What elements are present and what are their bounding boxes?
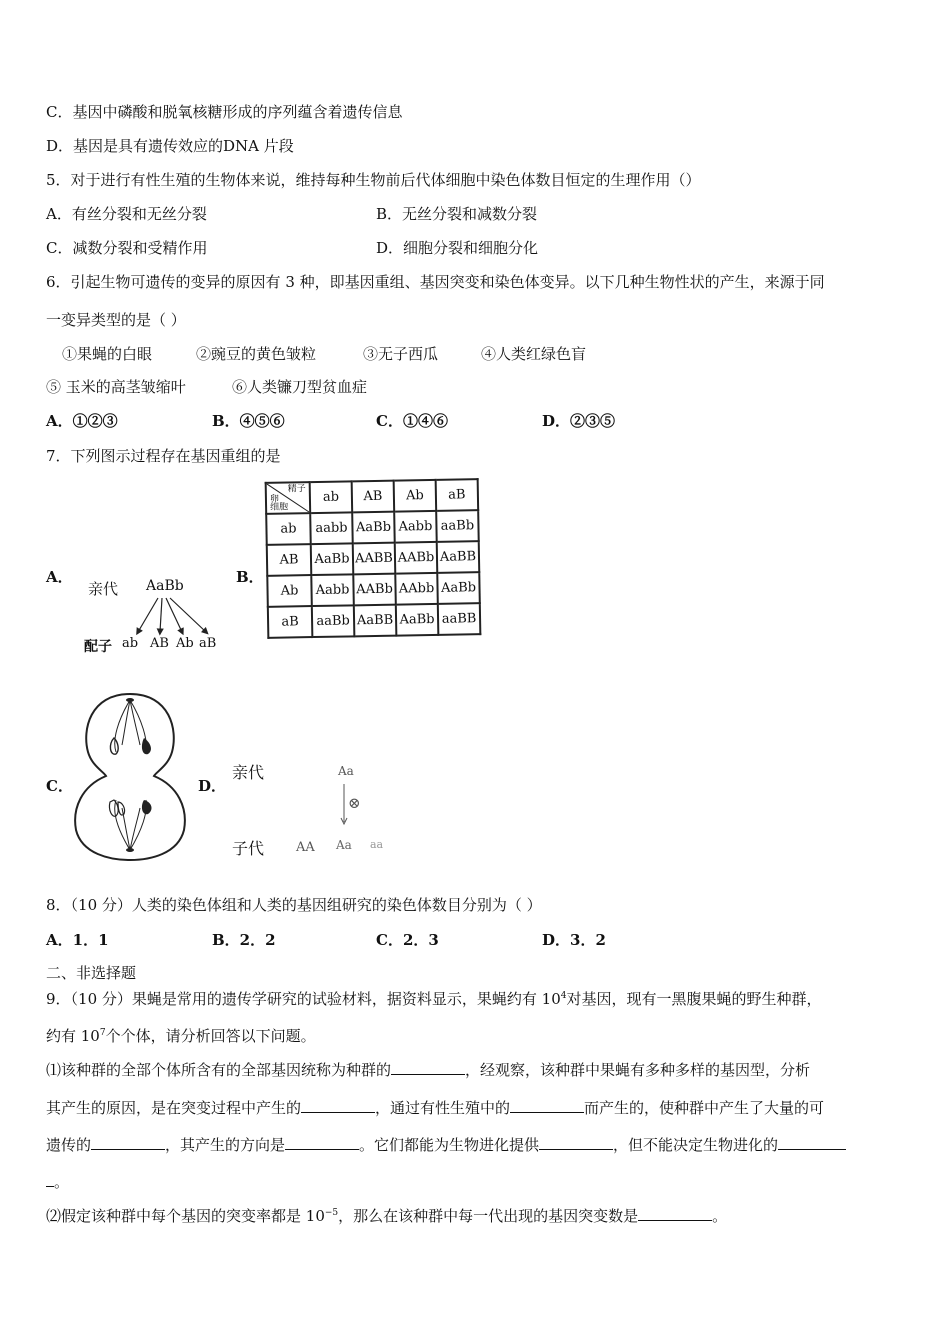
q6-item-2: ②豌豆的黄色皱粒 [196, 345, 317, 363]
figd-offspring-label: 子代 [232, 839, 265, 858]
q6-item-1: ①果蝇的白眼 [62, 345, 153, 363]
answer-blank[interactable] [91, 1135, 165, 1150]
figd-self-icon: ⊗ [348, 794, 361, 812]
punnett-cell: AABb [353, 574, 396, 606]
answer-blank[interactable] [301, 1098, 375, 1113]
q9-p1-l4: 。 [54, 1173, 70, 1191]
q8-option-a: A．1．1 [46, 931, 109, 949]
punnett-cell: Aabb [394, 511, 437, 543]
q6-option-b: B．④⑤⑥ [212, 412, 285, 430]
q6-stem-line2: 一变异类型的是（ ） [46, 311, 186, 329]
punnett-cell: AaBB [354, 605, 397, 637]
q9-part1-line4 [46, 1172, 69, 1192]
punnett-egg-header: AB [267, 544, 312, 576]
section-heading: 二、非选择题 [46, 964, 137, 982]
q9-l2-exp: 7 [99, 1028, 106, 1038]
q9-p1-l3-a: 遗传的 [46, 1136, 92, 1154]
q9-l2-pre: 约有 10 [46, 1027, 100, 1045]
q7-figure-a [80, 570, 230, 660]
figa-gamete-4: aB [199, 636, 217, 651]
punnett-cell: AABB [353, 543, 396, 575]
q7-label-c: C． [46, 777, 73, 795]
punnett-cell: AaBb [311, 543, 354, 575]
q9-part1-line2 [46, 1098, 824, 1118]
q9-p1-l3-d: ，但不能决定生物进化的 [613, 1136, 779, 1154]
q9-p1-l3-c: 。它们都能为生物进化提供 [359, 1136, 540, 1154]
q9-l2-post: 个个体，请分析回答以下问题。 [105, 1027, 316, 1045]
q7-label-b: B． [236, 568, 264, 586]
answer-blank[interactable] [510, 1098, 584, 1113]
q9-l1-post: 对基因，现有一黑腹果蝇的野生种群， [566, 990, 822, 1008]
punnett-cell: AaBB [437, 541, 480, 573]
q9-p1-l2-c: 而产生的，使种群中产生了大量的可 [584, 1099, 825, 1117]
answer-blank[interactable] [778, 1135, 846, 1150]
q6-item-6: ⑥人类镰刀型贫血症 [232, 378, 368, 396]
q7-figure-b-punnett-square [265, 478, 482, 639]
q9-l1-exp: 4 [560, 991, 567, 1001]
q8-stem: 8．（10 分）人类的染色体组和人类的基因组研究的染色体数目分别为（ ） [46, 896, 542, 914]
q8-option-c: C．2．3 [376, 931, 439, 949]
figd-parent-genotype: Aa [338, 764, 354, 778]
q6-stem-line1: 6．引起生物可遗传的变异的原因有 3 种，即基因重组、基因突变和染色体变异。以下几种生物性状的产生，来源于同 [46, 273, 825, 291]
figa-gamete-label: 配子 [84, 639, 112, 655]
q9-part1-line3 [46, 1135, 846, 1155]
q9-p2-end: 。 [712, 1207, 728, 1225]
q9-p2-exp: −5 [324, 1208, 339, 1218]
q5-option-b: B．无丝分裂和减数分裂 [376, 205, 538, 223]
q6-option-a: A．①②③ [46, 412, 118, 430]
q9-p2-pre: ⑵假定该种群中每个基因的突变率都是 10 [46, 1207, 325, 1225]
punnett-sperm-header: Ab [394, 480, 437, 512]
q6-option-d: D．②③⑤ [542, 412, 616, 430]
figd-offspring-2: Aa [336, 838, 352, 852]
q9-stem-line1 [46, 989, 822, 1009]
punnett-cell: aaBB [438, 603, 481, 635]
punnett-egg-header: ab [266, 513, 311, 545]
q6-item-3: ③无子西瓜 [363, 345, 439, 363]
q9-p1-l3-b: ，其产生的方向是 [165, 1136, 286, 1154]
q7-figure-d-selfing [230, 760, 400, 860]
q7-label-d: D． [198, 777, 227, 795]
punnett-cell: AaBb [396, 604, 439, 636]
figa-gamete-1: ab [122, 636, 139, 651]
punnett-egg-header: aB [268, 606, 313, 638]
answer-blank[interactable] [539, 1135, 613, 1150]
figa-gamete-2: AB [150, 636, 169, 651]
q4-option-d: D．基因是具有遗传效应的DNA 片段 [46, 137, 294, 155]
q7-label-a: A． [46, 568, 73, 586]
q6-item-4: ④人类红绿色盲 [481, 345, 587, 363]
q6-option-c: C．①④⑥ [376, 412, 448, 430]
punnett-corner-egg: 卵 [269, 494, 280, 505]
figa-parent-genotype: AaBb [146, 578, 184, 594]
q9-part2 [46, 1206, 727, 1226]
q8-option-d: D．3．2 [542, 931, 606, 949]
q5-option-d: D．细胞分裂和细胞分化 [376, 239, 539, 257]
q9-p1-l2-b: ，通过有性生殖中的 [375, 1099, 511, 1117]
q9-l1-pre: 9．（10 分）果蝇是常用的遗传学研究的试验材料，据资料显示，果蝇约有 10 [46, 990, 561, 1008]
punnett-corner [266, 482, 311, 514]
q9-part1-line1 [46, 1060, 810, 1080]
figd-offspring-3: aa [370, 838, 384, 851]
answer-blank-continued[interactable] [46, 1172, 54, 1187]
q7-stem: 7．下列图示过程存在基因重组的是 [46, 447, 281, 465]
punnett-cell: AaBb [437, 572, 480, 604]
punnett-sperm-header: aB [436, 479, 479, 511]
q5-stem: 5．对于进行有性生殖的生物体来说，维持每种生物前后代体细胞中染色体数目恒定的生理作用（） [46, 171, 701, 189]
figd-offspring-1: AA [296, 840, 315, 855]
punnett-corner-cell: 细胞 [270, 502, 289, 513]
q5-option-a: A．有丝分裂和无丝分裂 [46, 205, 207, 223]
q5-option-c: C．减数分裂和受精作用 [46, 239, 208, 257]
punnett-sperm-header: AB [352, 481, 395, 513]
punnett-cell: AaBb [352, 512, 395, 544]
q9-stem-line2 [46, 1026, 316, 1046]
figa-gamete-3: Ab [176, 636, 194, 651]
answer-blank[interactable] [285, 1135, 359, 1150]
figa-parent-label: 亲代 [88, 580, 119, 598]
punnett-egg-header: Ab [267, 575, 312, 607]
q7-figure-c-dividing-cell [70, 690, 190, 865]
answer-blank[interactable] [391, 1060, 465, 1075]
q9-p1-l2-a: 其产生的原因，是在突变过程中产生的 [46, 1099, 302, 1117]
q8-option-b: B．2．2 [212, 931, 276, 949]
punnett-cell: aaBb [312, 605, 355, 637]
punnett-cell: Aabb [311, 574, 354, 606]
punnett-corner-sperm: 精子 [287, 484, 306, 495]
q9-p1-l1-post: ，经观察，该种群中果蝇有多种多样的基因型，分析 [465, 1061, 811, 1079]
q6-item-5: ⑤ 玉米的高茎皱缩叶 [46, 378, 186, 396]
punnett-sperm-header: ab [310, 481, 353, 513]
punnett-cell: AAbb [395, 573, 438, 605]
figd-parent-label: 亲代 [232, 763, 265, 782]
punnett-cell: aabb [310, 512, 353, 544]
q4-option-c: C．基因中磷酸和脱氧核糖形成的序列蕴含着遗传信息 [46, 103, 403, 121]
q9-p2-post: ，那么在该种群中每一代出现的基因突变数是 [338, 1207, 639, 1225]
answer-blank[interactable] [638, 1206, 712, 1221]
punnett-cell: AABb [395, 542, 438, 574]
q9-p1-l1-pre: ⑴该种群的全部个体所含有的全部基因统称为种群的 [46, 1061, 392, 1079]
punnett-cell: aaBb [436, 510, 479, 542]
